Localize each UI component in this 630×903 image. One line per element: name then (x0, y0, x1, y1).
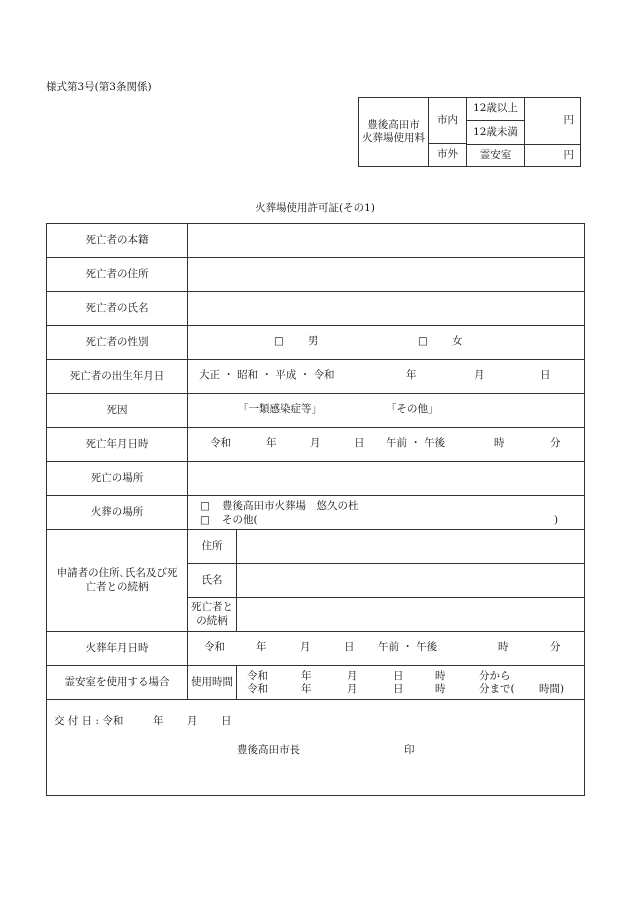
cremation-ampm[interactable]: 午前 ・ 午後 (378, 640, 438, 653)
form-number: 様式第3号(第3条関係) (46, 81, 152, 93)
death-place-label: 死亡の場所 (47, 462, 188, 496)
cause-other[interactable]: 「その他」 (386, 402, 439, 415)
mayor-title: 豊後高田市長 (237, 744, 300, 756)
name-field[interactable] (188, 292, 585, 326)
cause-label: 死因 (47, 394, 188, 428)
applicant-name-field[interactable] (237, 564, 585, 598)
death-datetime-label: 死亡年月日時 (47, 428, 188, 462)
applicant-address-label: 住所 (188, 530, 237, 564)
address-label: 死亡者の住所 (47, 258, 188, 292)
issue-section (47, 700, 585, 796)
sex-field[interactable] (188, 326, 585, 360)
birth-year-unit: 年 (406, 368, 417, 381)
death-day-unit: 日 (354, 436, 365, 449)
mortuary-from-day: 日 (393, 669, 404, 682)
applicant-label: 申請者の住所､氏名及び死亡者との続柄 (47, 530, 188, 632)
inside-city-label: 市内 (429, 98, 467, 144)
cause-field[interactable] (188, 394, 585, 428)
issue-date-label: 交 付 日 : 令和 (54, 715, 124, 727)
option1-label: 豊後高田市火葬場 悠久の杜 (222, 499, 359, 512)
mortuary-total-hours: 時間) (539, 682, 565, 695)
cremation-month-unit: 月 (300, 640, 311, 653)
outside-city-label: 市外 (429, 144, 467, 167)
cremation-hour-unit: 時 (498, 640, 509, 653)
form-title: 火葬場使用許可証(その1) (255, 202, 375, 214)
option2-close-paren: ) (554, 513, 559, 526)
option2-label: その他( (222, 513, 258, 526)
age-under-12-label: 12歳未満 (467, 121, 525, 145)
mortuary-to-era: 令和 (247, 682, 268, 695)
issue-year-unit: 年 (153, 715, 164, 727)
applicant-address-field[interactable] (237, 530, 585, 564)
fee-label: 豊後高田市 火葬場使用料 (359, 98, 429, 167)
female-label: 女 (452, 334, 463, 347)
death-year-unit: 年 (266, 436, 277, 449)
death-ampm[interactable]: 午前 ・ 午後 (386, 436, 446, 449)
permit-form (46, 223, 585, 796)
male-label: 男 (308, 334, 319, 347)
female-checkbox[interactable]: □ (418, 334, 428, 347)
applicant-relation-field[interactable] (237, 598, 585, 632)
domicile-label: 死亡者の本籍 (47, 224, 188, 258)
death-datetime-field[interactable] (188, 428, 585, 462)
mortuary-use-label: 霊安室を使用する場合 (47, 666, 188, 700)
sex-label: 死亡者の性別 (47, 326, 188, 360)
death-era: 令和 (210, 436, 231, 449)
mortuary-time-field[interactable] (237, 666, 585, 700)
issue-day-unit: 日 (221, 715, 232, 727)
applicant-name-label: 氏名 (188, 564, 237, 598)
death-place-field[interactable] (188, 462, 585, 496)
birth-eras[interactable]: 大正 ・ 昭和 ・ 平成 ・ 令和 (199, 368, 335, 381)
name-label: 死亡者の氏名 (47, 292, 188, 326)
cremation-minute-unit: 分 (550, 640, 561, 653)
death-minute-unit: 分 (550, 436, 561, 449)
cremation-datetime-field[interactable] (188, 632, 585, 666)
birth-month-unit: 月 (474, 368, 485, 381)
birth-label: 死亡者の出生年月日 (47, 360, 188, 394)
option2-checkbox[interactable]: □ (200, 513, 210, 526)
mortuary-to-month: 月 (347, 682, 358, 695)
issue-month-unit: 月 (187, 715, 198, 727)
cause-infectious[interactable]: 「一類感染症等」 (238, 402, 322, 415)
fee-inside-yen: 円 (525, 98, 581, 145)
death-month-unit: 月 (310, 436, 321, 449)
cremation-day-unit: 日 (344, 640, 355, 653)
death-hour-unit: 時 (494, 436, 505, 449)
usage-time-label: 使用時間 (188, 666, 237, 700)
birth-day-unit: 日 (540, 368, 551, 381)
birth-field[interactable] (188, 360, 585, 394)
mayor-seal: 印 (404, 744, 415, 756)
cremation-place-label: 火葬の場所 (47, 496, 188, 530)
mortuary-to-year: 年 (301, 682, 312, 695)
mortuary-from-month: 月 (347, 669, 358, 682)
mortuary-to-minute: 分まで( (479, 682, 515, 695)
mortuary-from-minute: 分から (479, 669, 511, 682)
mortuary-from-era: 令和 (247, 669, 268, 682)
fee-table (358, 97, 581, 167)
fee-mortuary-yen: 円 (525, 145, 581, 167)
applicant-relation-label: 死亡者と の続柄 (188, 598, 237, 632)
mortuary-label: 霊安室 (467, 145, 525, 167)
mortuary-from-year: 年 (301, 669, 312, 682)
mortuary-from-hour: 時 (435, 669, 446, 682)
male-checkbox[interactable]: □ (274, 334, 284, 347)
cremation-place-field[interactable] (188, 496, 585, 530)
mortuary-to-hour: 時 (435, 682, 446, 695)
cremation-datetime-label: 火葬年月日時 (47, 632, 188, 666)
cremation-year-unit: 年 (256, 640, 267, 653)
age-over-12-label: 12歳以上 (467, 98, 525, 121)
mortuary-to-day: 日 (393, 682, 404, 695)
cremation-era: 令和 (204, 640, 225, 653)
domicile-field[interactable] (188, 224, 585, 258)
option1-checkbox[interactable]: □ (200, 499, 210, 512)
address-field[interactable] (188, 258, 585, 292)
